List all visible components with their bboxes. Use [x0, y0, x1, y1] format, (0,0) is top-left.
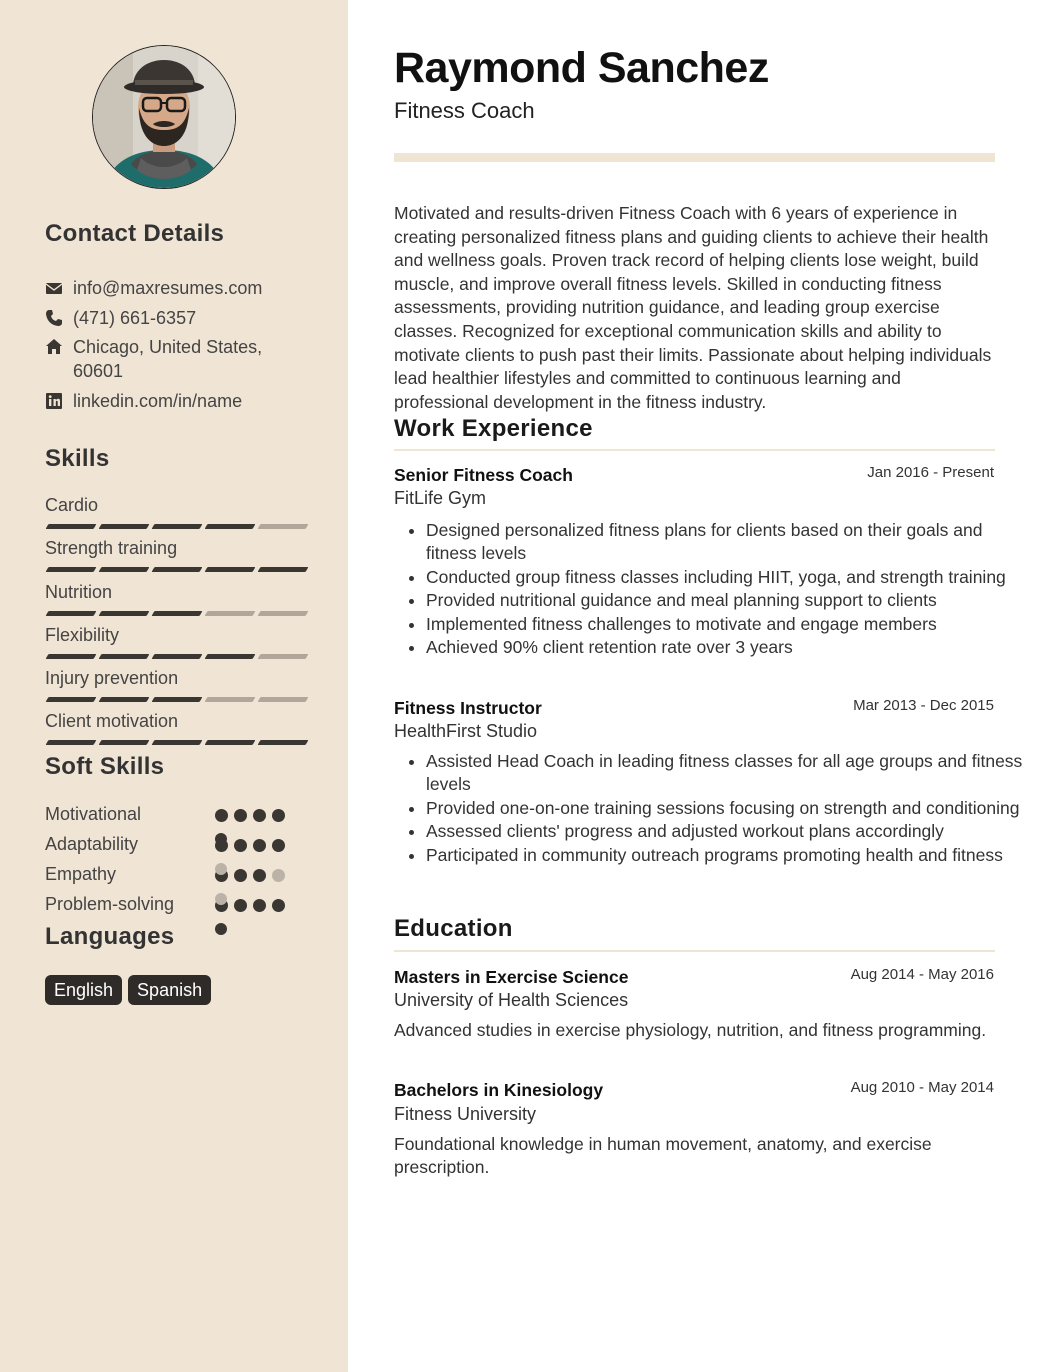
- skill-bar-segment: [258, 654, 309, 659]
- contact-address: [45, 335, 285, 383]
- language-pill: English: [45, 975, 122, 1005]
- degree-title: Bachelors in Kinesiology: [394, 1080, 604, 1100]
- skill-bar-segment: [205, 654, 256, 659]
- skill-bar-segment: [205, 740, 256, 745]
- job-dates: Jan 2016 - Present: [867, 464, 994, 481]
- skill-label: Injury prevention: [45, 668, 179, 688]
- bullet-item: • Conducted group fitness classes including HIIT, yoga, and strength training: [426, 566, 1027, 589]
- home-icon: [45, 338, 63, 356]
- email-text[interactable]: info@maxresumes.com: [73, 278, 263, 298]
- avatar: [92, 45, 236, 189]
- candidate-name: Raymond Sanchez: [394, 44, 769, 92]
- soft-skill-dot: [234, 809, 247, 822]
- stray-dot: [215, 863, 227, 875]
- soft-skill-dot: [234, 839, 247, 852]
- skill-bar-segment: [46, 654, 97, 659]
- skill-bar-segment: [46, 740, 97, 745]
- address-text: Chicago, United States, 60601: [73, 337, 263, 381]
- skill-bar-segment: [205, 697, 256, 702]
- skill-bar: [47, 611, 307, 616]
- skill-bar-segment: [46, 567, 97, 572]
- bullet-item: • Designed personalized fitness plans for clients based on their goals and fitness levels: [426, 519, 1027, 566]
- education-heading: Education: [394, 915, 513, 942]
- work-divider: [394, 449, 995, 451]
- education-divider: [394, 950, 995, 952]
- skill-bar-segment: [205, 524, 256, 529]
- school-name: University of Health Sciences: [394, 990, 629, 1010]
- stray-dot: [215, 893, 227, 905]
- stray-dot: [215, 923, 227, 935]
- skill-bar-segment: [99, 611, 150, 616]
- soft-skill-label: Problem-solving: [45, 894, 175, 914]
- skill-bar-segment: [46, 611, 97, 616]
- skill-label: Flexibility: [45, 625, 120, 645]
- skill-bar-segment: [46, 524, 97, 529]
- degree-description: Foundational knowledge in human movement, anatomy, and exercise prescription.: [394, 1134, 932, 1178]
- skill-bar-segment: [205, 567, 256, 572]
- skill-label: Client motivation: [45, 711, 179, 731]
- skill-bar: [47, 654, 307, 659]
- skill-bar-segment: [258, 567, 309, 572]
- skill-label: Nutrition: [45, 582, 113, 602]
- contact-phone: [45, 306, 325, 330]
- skill-bar-segment: [258, 697, 309, 702]
- header-divider: [394, 153, 995, 162]
- soft-skill-dots: [215, 809, 285, 822]
- soft-skill-dot: [215, 809, 228, 822]
- contact-email: [45, 276, 325, 300]
- job-bullets: [394, 519, 1027, 659]
- school-name: Fitness University: [394, 1104, 537, 1124]
- soft-skill-dot: [272, 809, 285, 822]
- soft-skill-dot: [234, 899, 247, 912]
- skill-bar: [47, 567, 307, 572]
- degree-description: Advanced studies in exercise physiology, nutrition, and fitness programming.: [394, 1020, 987, 1040]
- job-title: Senior Fitness Coach: [394, 465, 573, 485]
- skill-bar-segment: [205, 611, 256, 616]
- envelope-icon: [45, 279, 63, 297]
- summary-text: Motivated and results-driven Fitness Coach with 6 years of experience in creating personalized fitness plans and guiding clients to achieve their health and wellness goals. Proven track record of helping clients lose weight, build muscle, and improve overall fitness levels. Skilled in conducting fitness assessments, providing nutrition guidance, and leading group exercise classes. Recognized for exceptional communication skills and ability to motivate clients to push past their limits. Passionate about helping individuals lead healthier lifestyles and committed to continuous learning and professional development in the fitness industry.: [394, 203, 992, 412]
- skills-heading: Skills: [45, 445, 110, 472]
- bullet-item: • Assessed clients' progress and adjusted workout plans accordingly: [426, 820, 1027, 843]
- job-dates: Mar 2013 - Dec 2015: [853, 697, 994, 714]
- skill-bar-segment: [152, 654, 203, 659]
- skill-bar-segment: [99, 654, 150, 659]
- linkedin-icon: [45, 392, 63, 410]
- candidate-title: Fitness Coach: [394, 98, 535, 123]
- skill-bar-segment: [258, 740, 309, 745]
- skill-bar: [47, 524, 307, 529]
- language-list: [45, 975, 211, 1005]
- job-bullets: [394, 750, 1027, 867]
- language-pill: Spanish: [128, 975, 211, 1005]
- bullet-item: • Achieved 90% client retention rate over 3 years: [426, 636, 1027, 659]
- degree-dates: Aug 2010 - May 2014: [850, 1079, 994, 1096]
- soft-skill-dot: [253, 869, 266, 882]
- skill-bar-segment: [258, 611, 309, 616]
- skill-bar-segment: [99, 524, 150, 529]
- work-heading: Work Experience: [394, 415, 593, 442]
- skill-bar-segment: [152, 524, 203, 529]
- skill-bar-segment: [46, 697, 97, 702]
- job-title: Fitness Instructor: [394, 698, 542, 718]
- skill-bar-segment: [99, 740, 150, 745]
- soft-skill-dot: [253, 899, 266, 912]
- soft-skill-dot: [234, 869, 247, 882]
- contact-heading: Contact Details: [45, 220, 225, 247]
- linkedin-text[interactable]: linkedin.com/in/name: [73, 391, 243, 411]
- avatar-photo-icon: [93, 46, 235, 188]
- soft-skill-label: Adaptability: [45, 834, 139, 854]
- skill-label: Strength training: [45, 538, 178, 558]
- soft-skill-label: Motivational: [45, 804, 142, 824]
- skill-bar-segment: [152, 567, 203, 572]
- skill-bar-segment: [99, 697, 150, 702]
- soft-skill-dot: [272, 839, 285, 852]
- job-company: HealthFirst Studio: [394, 721, 538, 741]
- soft-skill-dot: [253, 839, 266, 852]
- skill-bar-segment: [99, 567, 150, 572]
- bullet-item: • Participated in community outreach programs promoting health and fitness: [426, 844, 1027, 867]
- skill-label: Cardio: [45, 495, 99, 515]
- degree-title: Masters in Exercise Science: [394, 967, 629, 987]
- skill-bar: [47, 740, 307, 745]
- soft-skill-dot: [253, 809, 266, 822]
- skill-bar-segment: [258, 524, 309, 529]
- stray-dot: [215, 833, 227, 845]
- soft-skill-dot: [272, 899, 285, 912]
- soft-skill-dot: [272, 869, 285, 882]
- bullet-item: • Provided nutritional guidance and meal planning support to clients: [426, 589, 1027, 612]
- phone-icon: [45, 309, 63, 327]
- bullet-item: • Assisted Head Coach in leading fitness classes for all age groups and fitness levels: [426, 750, 1027, 797]
- job-company: FitLife Gym: [394, 488, 487, 508]
- soft-skills-heading: Soft Skills: [45, 753, 165, 780]
- skill-bar-segment: [152, 697, 203, 702]
- bullet-item: • Provided one-on-one training sessions focusing on strength and conditioning: [426, 797, 1027, 820]
- degree-dates: Aug 2014 - May 2016: [850, 966, 994, 983]
- sidebar: [0, 0, 348, 1372]
- languages-heading: Languages: [45, 923, 175, 950]
- skill-bar-segment: [152, 740, 203, 745]
- soft-skill-label: Empathy: [45, 864, 117, 884]
- contact-linkedin: [45, 389, 325, 413]
- phone-text[interactable]: (471) 661-6357: [73, 308, 197, 328]
- skill-bar-segment: [152, 611, 203, 616]
- bullet-item: • Implemented fitness challenges to motivate and engage members: [426, 613, 1027, 636]
- main-content: [394, 0, 1023, 1372]
- skill-bar: [47, 697, 307, 702]
